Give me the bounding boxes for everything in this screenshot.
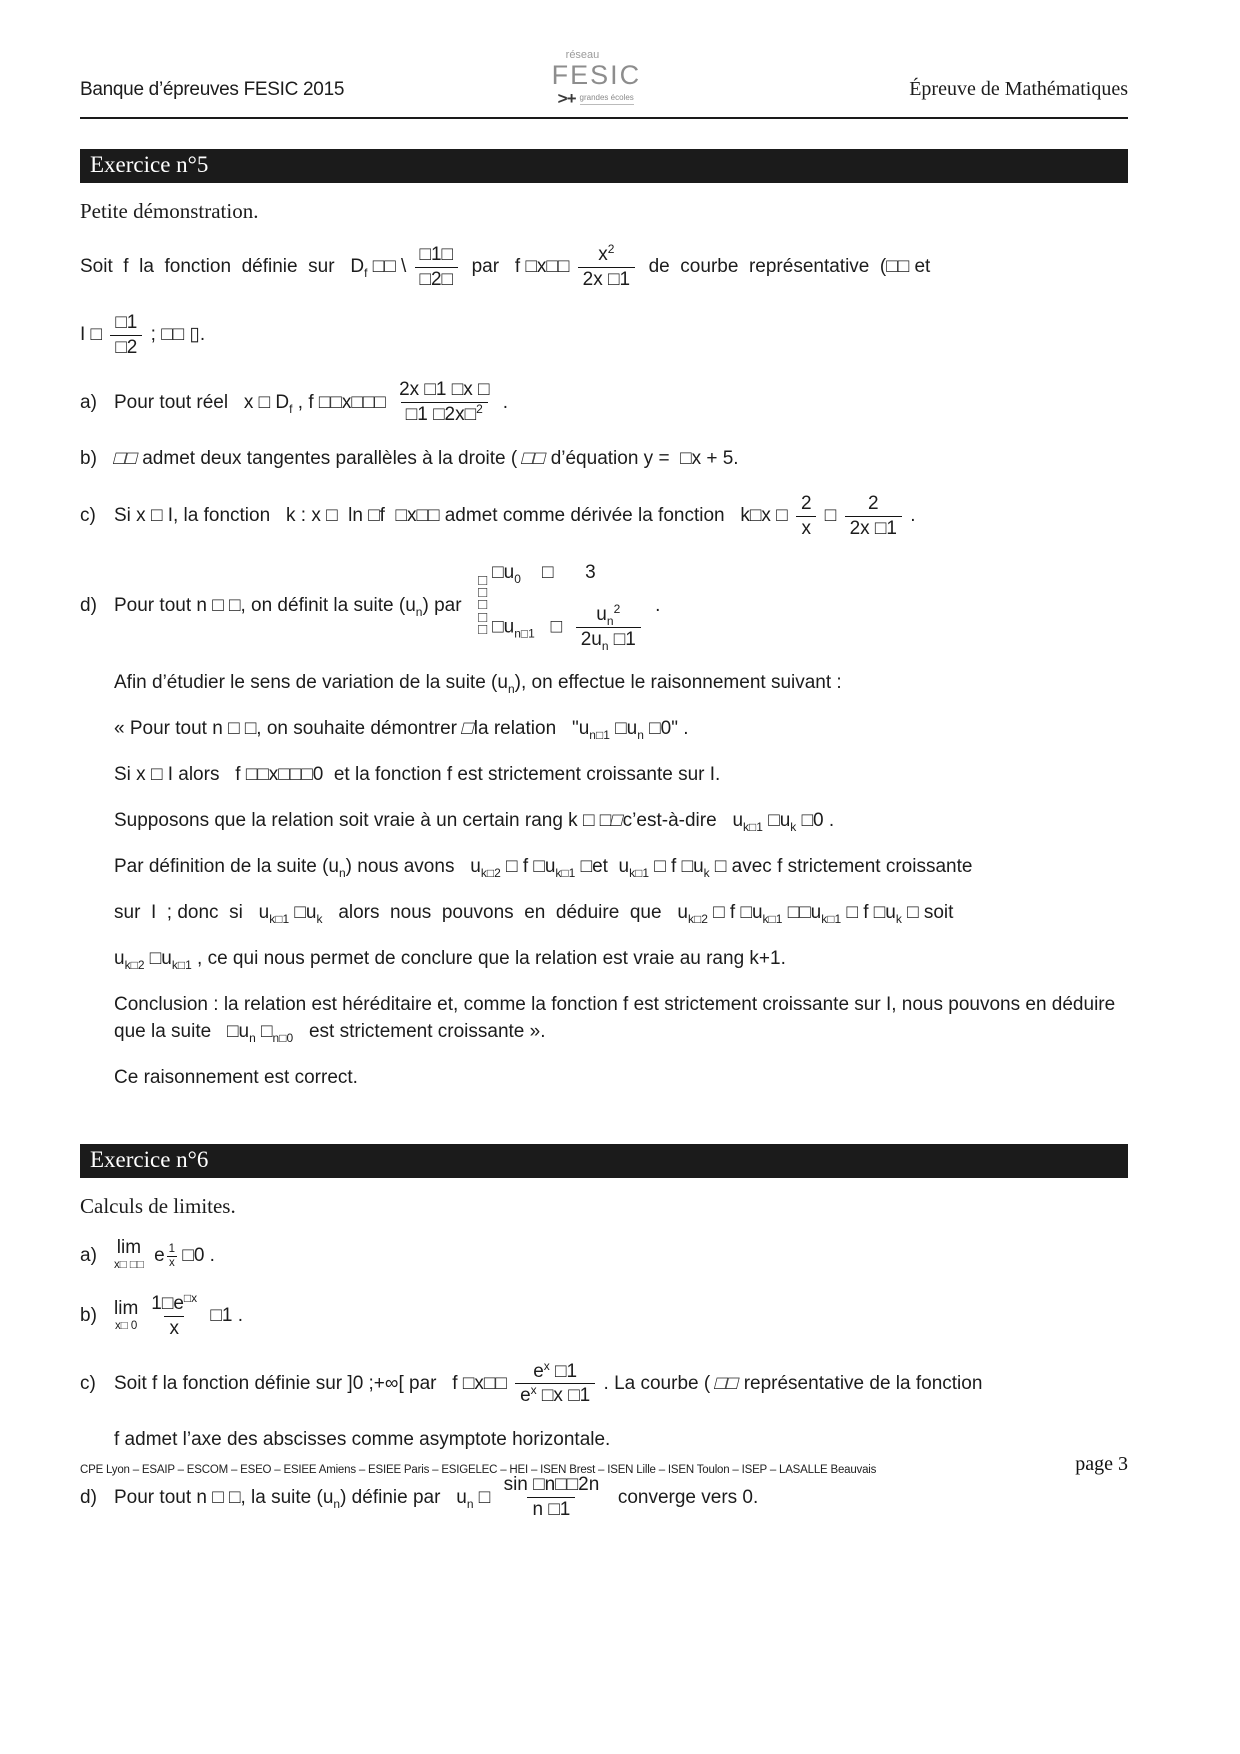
- math-text: d’équation y = □x + 5.: [545, 448, 739, 470]
- line-content: [111, 448, 739, 470]
- math-subscript: n: [333, 1496, 341, 1511]
- math-text: par f □x□□: [461, 256, 575, 278]
- math-text: alors nous pouvons en déduire que u: [322, 902, 688, 924]
- line-content: [114, 379, 509, 426]
- math-text: □1□: [419, 244, 454, 265]
- fraction-numerator: [863, 492, 884, 516]
- math-text: e: [520, 1385, 531, 1407]
- line-content: [114, 902, 954, 927]
- math-text: □ 3: [520, 561, 596, 583]
- limit-word: lim: [114, 1297, 139, 1319]
- limit-subscript: x□ □□: [114, 1259, 144, 1271]
- math-text: e: [148, 1244, 165, 1266]
- math-text: □0" .: [643, 718, 689, 740]
- math-text: Afin d’étudier le sens de variation de la suite (u: [114, 672, 508, 694]
- math-text: ) par: [422, 594, 473, 616]
- math-text: , f □□x□□□: [292, 391, 392, 413]
- logo-baseline: [558, 90, 702, 107]
- line-content: [114, 1429, 610, 1450]
- math-subscript: k□2: [687, 912, 708, 927]
- math-text: sin □n□□2n: [503, 1474, 600, 1496]
- math-text: 2u: [580, 628, 602, 650]
- math-text: □ avec f strictement croissante: [709, 856, 973, 878]
- brace-box-glyph: □: [478, 608, 488, 626]
- content-line: [80, 1238, 1128, 1273]
- math-text: converge vers 0.: [607, 1486, 759, 1508]
- line-content: [114, 948, 786, 973]
- math-fraction: [845, 492, 902, 541]
- content-line: [114, 808, 1128, 835]
- math-subscript: k: [316, 912, 323, 927]
- fraction-denominator: [796, 516, 816, 541]
- math-subscript: 0: [514, 571, 521, 586]
- fraction-denominator: [845, 516, 902, 541]
- math-text: □ f □u: [841, 902, 896, 924]
- content-line: [114, 946, 1128, 973]
- math-text: Conclusion : la relation est héréditaire et, comme la fonction f est strictement croissante sur I, nous pouvons en déduire que la suite □u: [114, 994, 1121, 1043]
- line-content: [80, 242, 931, 290]
- math-subscript: n: [249, 1031, 256, 1046]
- exercise5-content: [80, 243, 1128, 1092]
- math-text: 2x □1: [849, 517, 897, 539]
- math-text: □u: [762, 810, 791, 832]
- math-text: □0 .: [796, 810, 835, 832]
- content-line: [80, 311, 1128, 360]
- math-text: ; □□ ▯.: [145, 324, 206, 346]
- math-text: u: [596, 603, 607, 625]
- math-text: c’est-à-dire u: [622, 810, 744, 832]
- math-subscript: k□1: [555, 866, 576, 881]
- system-brace: [478, 571, 488, 638]
- item-label: b): [80, 1305, 97, 1327]
- math-text: Ce raisonnement est correct.: [114, 1067, 358, 1089]
- header-rule: [80, 117, 1128, 119]
- math-text: □1 .: [205, 1305, 244, 1327]
- math-text: 1□e: [151, 1292, 184, 1314]
- math-text: □ f □u: [500, 856, 556, 878]
- math-text: 2: [800, 493, 812, 515]
- math-subscript: k□1: [743, 820, 763, 835]
- line-content: [114, 718, 689, 743]
- math-text: , ce qui nous permet de conclure que la relation est vraie au rang k+1.: [191, 948, 786, 970]
- content-line: [114, 900, 1128, 927]
- math-text: ), on effectue le raisonnement suivant :: [514, 672, 842, 694]
- math-text: □u: [289, 902, 317, 924]
- math-subscript: n□0: [272, 1031, 294, 1046]
- math-text: la relation "u: [473, 718, 590, 740]
- line-content: [114, 493, 916, 539]
- math-fraction: [394, 378, 494, 427]
- brace-box-glyph: □: [478, 571, 488, 589]
- math-subscript: k: [790, 820, 797, 835]
- exercise6-banner: Exercice n°6: [80, 1144, 1128, 1178]
- math-subscript: k□1: [171, 958, 192, 973]
- math-superscript: 2: [607, 242, 615, 256]
- fraction-denominator: [164, 1316, 184, 1341]
- math-text: . La courbe (: [598, 1372, 716, 1394]
- math-text: □0 .: [177, 1244, 215, 1266]
- limit-operator: [114, 1299, 138, 1334]
- missing-glyph-box-italic: □: [459, 718, 477, 740]
- math-fraction: [146, 1292, 202, 1341]
- math-text: □: [255, 1021, 273, 1043]
- missing-glyph-box-italic: □: [608, 810, 626, 832]
- math-fraction: [110, 311, 142, 360]
- exercise5-subtitle: Petite démonstration.: [80, 199, 259, 223]
- exercise5-banner: Exercice n°5: [80, 149, 1128, 183]
- exponent-denominator: x: [168, 1257, 175, 1270]
- math-superscript: x: [530, 1383, 537, 1398]
- math-text: .: [904, 505, 916, 527]
- math-subscript: n□1: [514, 626, 535, 641]
- math-fraction: [576, 603, 641, 652]
- math-text: □ f □u: [649, 856, 704, 878]
- fraction-numerator: [593, 243, 619, 267]
- line-content: [114, 764, 720, 785]
- math-text: □2□: [419, 268, 454, 290]
- math-text: Supposons que la relation soit vraie à un certain rang k □ □: [114, 810, 612, 832]
- exponent-numerator: 1: [167, 1243, 177, 1258]
- content-line: [80, 378, 1128, 427]
- content-line: [80, 446, 1128, 473]
- line-content: [80, 311, 206, 358]
- limit-subscript: x□ 0: [114, 1319, 138, 1332]
- exercise6-content: [80, 1238, 1128, 1522]
- math-text: □: [534, 616, 573, 638]
- content-line: [114, 854, 1128, 881]
- limit-operator: [114, 1238, 144, 1273]
- page-header: [80, 50, 1128, 107]
- math-text: Soit f la fonction définie sur D: [80, 256, 365, 278]
- content-line: [80, 243, 1128, 292]
- math-text: □1 □2x□: [405, 404, 477, 426]
- math-text: □u: [492, 561, 515, 583]
- line-content: [114, 1237, 215, 1271]
- math-fraction: [515, 1360, 595, 1409]
- content-line: [114, 716, 1128, 743]
- math-text: .: [497, 391, 509, 413]
- math-subscript: k□2: [480, 866, 501, 881]
- math-text: □ soit: [901, 902, 954, 924]
- missing-glyph-box-italic: □□: [520, 448, 549, 470]
- math-subscript: k□2: [124, 958, 145, 973]
- math-text: x: [598, 244, 608, 265]
- line-content: [114, 1067, 358, 1088]
- line-content: [114, 672, 842, 697]
- math-text: n □1: [532, 1499, 571, 1521]
- math-text: □1: [115, 311, 138, 333]
- line-content: [114, 1474, 759, 1521]
- math-fraction: [415, 243, 459, 292]
- math-text: est strictement croissante ».: [293, 1021, 546, 1043]
- fesic-logo: [552, 50, 702, 107]
- math-subscript: n: [415, 604, 423, 619]
- math-text: □et u: [575, 856, 630, 878]
- math-text: f admet l’axe des abscisses comme asymptote horizontale.: [114, 1429, 611, 1451]
- math-text: représentative de la fonction: [738, 1372, 983, 1394]
- fraction-denominator: [578, 267, 635, 292]
- line-content: [114, 856, 973, 881]
- math-fraction: [499, 1473, 605, 1522]
- fraction-numerator: [415, 243, 459, 267]
- header-right-title: Épreuve de Mathématiques: [909, 78, 1128, 100]
- fraction-numerator: [796, 492, 817, 516]
- math-text: □u: [144, 948, 172, 970]
- fraction-numerator: [591, 603, 625, 627]
- math-subscript: n: [507, 682, 515, 697]
- math-text: x: [801, 517, 811, 539]
- math-subscript: n: [637, 728, 644, 743]
- math-text: □2: [115, 336, 138, 358]
- math-subscript: n: [606, 613, 614, 628]
- math-subscript: k□1: [762, 912, 783, 927]
- item-label: c): [80, 505, 96, 527]
- content-line: [80, 492, 1128, 541]
- math-text: □u: [609, 718, 638, 740]
- math-text: □1: [608, 628, 636, 650]
- math-superscript: □x: [183, 1290, 198, 1305]
- missing-glyph-box-italic: □□: [713, 1372, 742, 1394]
- system-row: [492, 560, 644, 587]
- math-text: □: [473, 1486, 496, 1508]
- brace-box-glyph: □: [478, 620, 488, 638]
- content-line: [80, 1292, 1128, 1341]
- content-line: [114, 1065, 1128, 1092]
- math-text: x: [169, 1317, 179, 1339]
- math-text: □: [819, 505, 842, 527]
- item-label: a): [80, 1244, 97, 1266]
- fraction-denominator: [527, 1497, 575, 1522]
- math-text: e: [533, 1360, 544, 1382]
- math-text: □u: [492, 616, 515, 638]
- logo-fesic-text: FESIC: [551, 60, 642, 90]
- limit-word: lim: [116, 1237, 142, 1259]
- fraction-denominator: [515, 1383, 595, 1408]
- math-subscript: n□1: [589, 728, 610, 743]
- math-subscript: k□1: [821, 912, 842, 927]
- item-label: b): [80, 448, 97, 470]
- line-content: [114, 1358, 983, 1407]
- fraction-denominator: [110, 335, 142, 360]
- math-subscript: n: [338, 866, 346, 881]
- math-superscript: 2: [476, 402, 483, 417]
- system-of-equations: [478, 560, 644, 652]
- header-left-title: Banque d’épreuves FESIC 2015: [80, 79, 345, 100]
- math-text: 2x □1: [582, 268, 631, 290]
- math-superscript: x: [543, 1358, 550, 1373]
- fraction-numerator: [146, 1292, 202, 1316]
- math-text: Soit f la fonction définie sur ]0 ;+∞[ par f □x□□: [114, 1372, 513, 1394]
- page-footer: [80, 1453, 1128, 1476]
- math-text: 2x □1 □x □: [399, 379, 490, 401]
- fraction-numerator: [528, 1360, 582, 1384]
- brace-box-glyph: □: [478, 596, 488, 614]
- math-text: Pour tout n □ □, on définit la suite (u: [114, 594, 416, 616]
- math-subscript: k: [895, 912, 902, 927]
- math-text: Par définition de la suite (u: [114, 856, 339, 878]
- math-subscript: f: [364, 266, 368, 281]
- math-text: Pour tout réel x □ D: [114, 391, 290, 413]
- content-line: [114, 670, 1128, 697]
- fraction-numerator: [499, 1473, 605, 1497]
- system-row: [492, 603, 644, 652]
- math-text: □ f □u: [707, 902, 763, 924]
- math-subscript: k: [703, 866, 710, 881]
- math-text: □□u: [782, 902, 822, 924]
- math-text: Pour tout n □ □, la suite (u: [114, 1486, 334, 1508]
- math-subscript: k□1: [269, 912, 290, 927]
- page-number: page 3: [1075, 1452, 1128, 1475]
- math-superscript: 2: [613, 601, 621, 616]
- math-text: ) nous avons u: [345, 856, 481, 878]
- fraction-numerator: [110, 311, 142, 335]
- item-label: d): [80, 1486, 97, 1508]
- fraction-denominator: [576, 627, 641, 652]
- math-subscript: k□1: [629, 866, 649, 881]
- brace-box-glyph: □: [478, 584, 488, 602]
- line-content: [114, 561, 661, 653]
- math-text: « Pour tout n □ □, on souhaite démontrer: [114, 718, 463, 740]
- line-content: [114, 1290, 244, 1339]
- content-line: [114, 762, 1128, 789]
- content-line: [80, 560, 1128, 652]
- logo-arrow-plus-icon: >+: [557, 89, 576, 108]
- item-label: c): [80, 1372, 96, 1394]
- math-exponent-fraction: [167, 1243, 177, 1270]
- math-text: de courbe représentative (□□ et: [638, 256, 931, 278]
- math-subscript: n: [466, 1496, 474, 1511]
- line-content: [114, 810, 835, 835]
- math-fraction: [796, 492, 817, 541]
- math-text: sur I ; donc si u: [114, 902, 270, 924]
- footer-schools-list: CPE Lyon – ESAIP – ESCOM – ESEO – ESIEE Amiens – ESIEE Paris – ESIGELEC – HEI – ISEN Brest – ISEN Lille – ISEN Toulon – ISEP – LASALLE Beauvais: [80, 1463, 877, 1476]
- missing-glyph-box-italic: □□: [111, 448, 140, 470]
- math-text: I □: [80, 324, 108, 346]
- exercise6-subtitle: Calculs de limites.: [80, 1194, 236, 1219]
- fraction-denominator: [415, 267, 459, 292]
- logo-reseau-text: réseau: [565, 49, 600, 61]
- math-text: admet deux tangentes parallèles à la droite (: [136, 448, 523, 470]
- math-text: Si x □ I alors f □□x□□□0 et la fonction f est strictement croissante sur I.: [114, 764, 721, 786]
- math-text: u: [114, 948, 125, 970]
- logo-tagline: grandes écoles: [580, 94, 634, 105]
- math-subscript: f: [289, 401, 293, 416]
- content-line: [114, 1427, 1128, 1454]
- fraction-denominator: [401, 402, 488, 427]
- math-text: □x □1: [536, 1385, 591, 1407]
- math-text: Si x □ I, la fonction k : x □ ln □f □x□□ admet comme dérivée la fonction k□x □: [114, 505, 793, 527]
- content-line: [80, 1473, 1128, 1522]
- math-text: .: [649, 594, 661, 616]
- system-rows: [492, 560, 644, 652]
- content-line: [80, 1360, 1128, 1409]
- math-text: ) définie par u: [340, 1486, 467, 1508]
- math-fraction: [578, 243, 635, 292]
- item-label: a): [80, 391, 97, 413]
- line-content: [114, 994, 1121, 1046]
- content-line: [114, 992, 1128, 1046]
- math-subscript: n: [601, 638, 609, 653]
- fraction-numerator: [394, 378, 494, 402]
- math-text: 2: [867, 493, 879, 515]
- item-label: d): [80, 594, 97, 616]
- math-text: □1: [549, 1360, 578, 1382]
- math-text: □□ \: [367, 256, 412, 278]
